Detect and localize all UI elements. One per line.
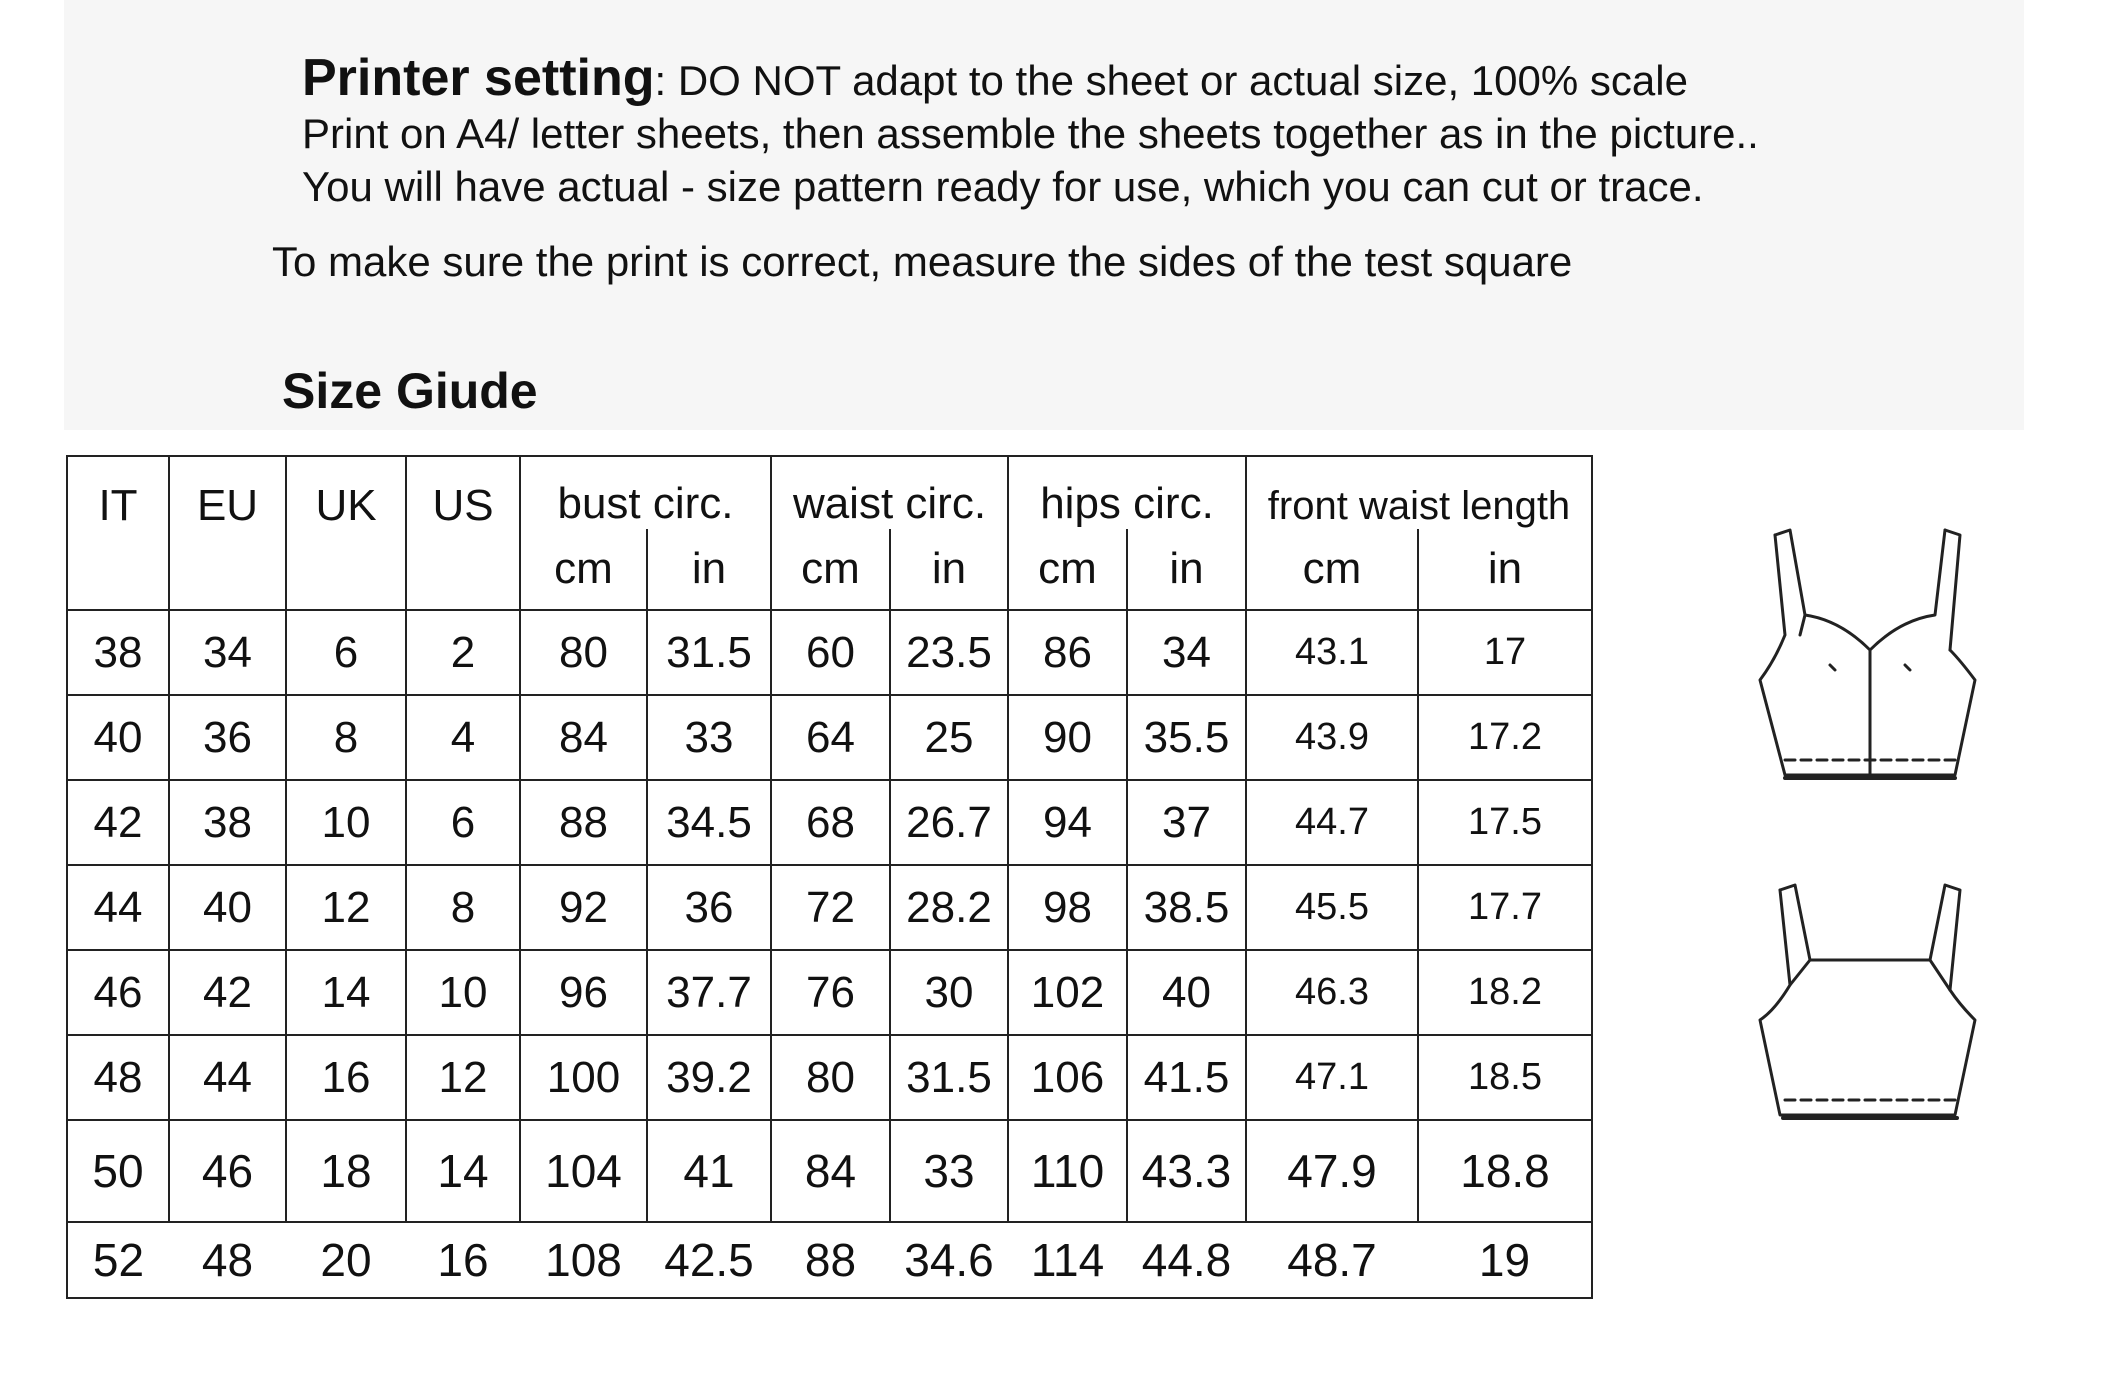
cell-it: 40	[67, 695, 169, 780]
instruction-line-1	[302, 49, 2002, 107]
table-row	[67, 1035, 1592, 1120]
cell-waist-cm: 60	[771, 610, 890, 695]
cell-eu: 34	[169, 610, 286, 695]
cell-front-cm: 45.5	[1246, 865, 1418, 950]
cell-uk: 18	[286, 1120, 406, 1222]
cell-hips-cm: 86	[1008, 610, 1127, 695]
cell-hips-cm: 98	[1008, 865, 1127, 950]
table-row	[67, 780, 1592, 865]
cell-bust-cm: 96	[520, 950, 647, 1035]
cell-bust-cm: 104	[520, 1120, 647, 1222]
table-row	[67, 950, 1592, 1035]
cell-it: 50	[67, 1120, 169, 1222]
header-hips: hips circ.	[1008, 456, 1246, 529]
cell-hips-cm: 114	[1008, 1222, 1127, 1298]
cell-bust-cm: 108	[520, 1222, 647, 1298]
cell-uk: 20	[286, 1222, 406, 1298]
cell-bust-in: 31.5	[647, 610, 771, 695]
size-guide-table	[66, 455, 1593, 1299]
instruction-line-2: Print on A4/ letter sheets, then assemble the sheets together as in the picture..	[302, 110, 1759, 157]
cell-eu: 40	[169, 865, 286, 950]
header-eu: EU	[169, 456, 286, 610]
cell-bust-in: 34.5	[647, 780, 771, 865]
cell-waist-in: 30	[890, 950, 1008, 1035]
cell-waist-cm: 72	[771, 865, 890, 950]
cell-it: 38	[67, 610, 169, 695]
cell-front-cm: 46.3	[1246, 950, 1418, 1035]
cell-hips-in: 37	[1127, 780, 1246, 865]
unit-bust-cm: cm	[520, 529, 647, 610]
cell-hips-in: 35.5	[1127, 695, 1246, 780]
cell-waist-cm: 84	[771, 1120, 890, 1222]
table-row	[67, 695, 1592, 780]
cell-us: 4	[406, 695, 520, 780]
table-header-row	[67, 456, 1592, 529]
header-us: US	[406, 456, 520, 610]
cell-eu: 42	[169, 950, 286, 1035]
unit-front-cm: cm	[1246, 529, 1418, 610]
table-row	[67, 865, 1592, 950]
cell-front-in: 17.5	[1418, 780, 1592, 865]
cell-hips-in: 41.5	[1127, 1035, 1246, 1120]
cell-waist-cm: 88	[771, 1222, 890, 1298]
cell-bust-in: 39.2	[647, 1035, 771, 1120]
cell-uk: 16	[286, 1035, 406, 1120]
cell-hips-cm: 90	[1008, 695, 1127, 780]
cell-it: 42	[67, 780, 169, 865]
printer-setting-heading: Printer setting	[302, 49, 655, 107]
cell-bust-cm: 100	[520, 1035, 647, 1120]
cell-us: 6	[406, 780, 520, 865]
cell-bust-cm: 92	[520, 865, 647, 950]
test-square-note: To make sure the print is correct, measure the sides of the test square	[272, 238, 1573, 285]
cell-front-cm: 43.1	[1246, 610, 1418, 695]
unit-waist-in: in	[890, 529, 1008, 610]
cell-eu: 44	[169, 1035, 286, 1120]
printer-instructions	[302, 49, 2002, 213]
cell-bust-cm: 88	[520, 780, 647, 865]
cell-eu: 46	[169, 1120, 286, 1222]
cell-hips-cm: 110	[1008, 1120, 1127, 1222]
cell-eu: 38	[169, 780, 286, 865]
cell-us: 16	[406, 1222, 520, 1298]
bustier-top-front-icon	[1745, 520, 1995, 790]
cell-it: 46	[67, 950, 169, 1035]
table-row	[67, 1222, 1592, 1298]
cell-front-in: 17.2	[1418, 695, 1592, 780]
cell-bust-cm: 80	[520, 610, 647, 695]
cell-hips-cm: 94	[1008, 780, 1127, 865]
cell-hips-in: 38.5	[1127, 865, 1246, 950]
cell-hips-in: 40	[1127, 950, 1246, 1035]
cell-waist-cm: 80	[771, 1035, 890, 1120]
size-rows	[67, 610, 1592, 1298]
cell-waist-cm: 68	[771, 780, 890, 865]
cell-hips-in: 34	[1127, 610, 1246, 695]
cell-bust-cm: 84	[520, 695, 647, 780]
header-uk: UK	[286, 456, 406, 610]
unit-hips-cm: cm	[1008, 529, 1127, 610]
cell-waist-in: 23.5	[890, 610, 1008, 695]
unit-front-in: in	[1418, 529, 1592, 610]
cell-front-in: 19	[1418, 1222, 1592, 1298]
cell-us: 8	[406, 865, 520, 950]
cell-front-in: 18.2	[1418, 950, 1592, 1035]
cell-us: 2	[406, 610, 520, 695]
table-row	[67, 1120, 1592, 1222]
cell-hips-cm: 102	[1008, 950, 1127, 1035]
cell-waist-in: 25	[890, 695, 1008, 780]
cell-bust-in: 42.5	[647, 1222, 771, 1298]
cell-waist-in: 31.5	[890, 1035, 1008, 1120]
table-row	[67, 610, 1592, 695]
cell-eu: 36	[169, 695, 286, 780]
cell-front-cm: 47.9	[1246, 1120, 1418, 1222]
cell-us: 12	[406, 1035, 520, 1120]
bustier-top-back-icon	[1745, 880, 1995, 1130]
cell-uk: 12	[286, 865, 406, 950]
header-bust: bust circ.	[520, 456, 771, 529]
cell-it: 48	[67, 1035, 169, 1120]
cell-front-cm: 43.9	[1246, 695, 1418, 780]
cell-it: 44	[67, 865, 169, 950]
cell-eu: 48	[169, 1222, 286, 1298]
unit-bust-in: in	[647, 529, 771, 610]
cell-hips-in: 43.3	[1127, 1120, 1246, 1222]
cell-waist-cm: 76	[771, 950, 890, 1035]
size-guide-title: Size Giude	[282, 363, 538, 419]
unit-waist-cm: cm	[771, 529, 890, 610]
cell-bust-in: 33	[647, 695, 771, 780]
cell-uk: 10	[286, 780, 406, 865]
cell-uk: 6	[286, 610, 406, 695]
cell-front-in: 18.8	[1418, 1120, 1592, 1222]
cell-uk: 14	[286, 950, 406, 1035]
cell-waist-cm: 64	[771, 695, 890, 780]
cell-bust-in: 36	[647, 865, 771, 950]
cell-bust-in: 37.7	[647, 950, 771, 1035]
cell-front-in: 17	[1418, 610, 1592, 695]
cell-front-cm: 44.7	[1246, 780, 1418, 865]
header-front-waist-length: front waist length	[1246, 456, 1592, 529]
cell-waist-in: 34.6	[890, 1222, 1008, 1298]
cell-it: 52	[67, 1222, 169, 1298]
cell-front-cm: 47.1	[1246, 1035, 1418, 1120]
cell-bust-in: 41	[647, 1120, 771, 1222]
unit-hips-in: in	[1127, 529, 1246, 610]
cell-front-in: 17.7	[1418, 865, 1592, 950]
cell-front-cm: 48.7	[1246, 1222, 1418, 1298]
header-it: IT	[67, 456, 169, 610]
cell-waist-in: 26.7	[890, 780, 1008, 865]
cell-front-in: 18.5	[1418, 1035, 1592, 1120]
cell-us: 10	[406, 950, 520, 1035]
instruction-line-3: You will have actual - size pattern ready for use, which you can cut or trace.	[302, 163, 1704, 210]
cell-hips-in: 44.8	[1127, 1222, 1246, 1298]
cell-hips-cm: 106	[1008, 1035, 1127, 1120]
printer-setting-text: : DO NOT adapt to the sheet or actual size, 100% scale	[654, 57, 1688, 104]
cell-waist-in: 33	[890, 1120, 1008, 1222]
cell-us: 14	[406, 1120, 520, 1222]
cell-waist-in: 28.2	[890, 865, 1008, 950]
cell-uk: 8	[286, 695, 406, 780]
header-waist: waist circ.	[771, 456, 1008, 529]
